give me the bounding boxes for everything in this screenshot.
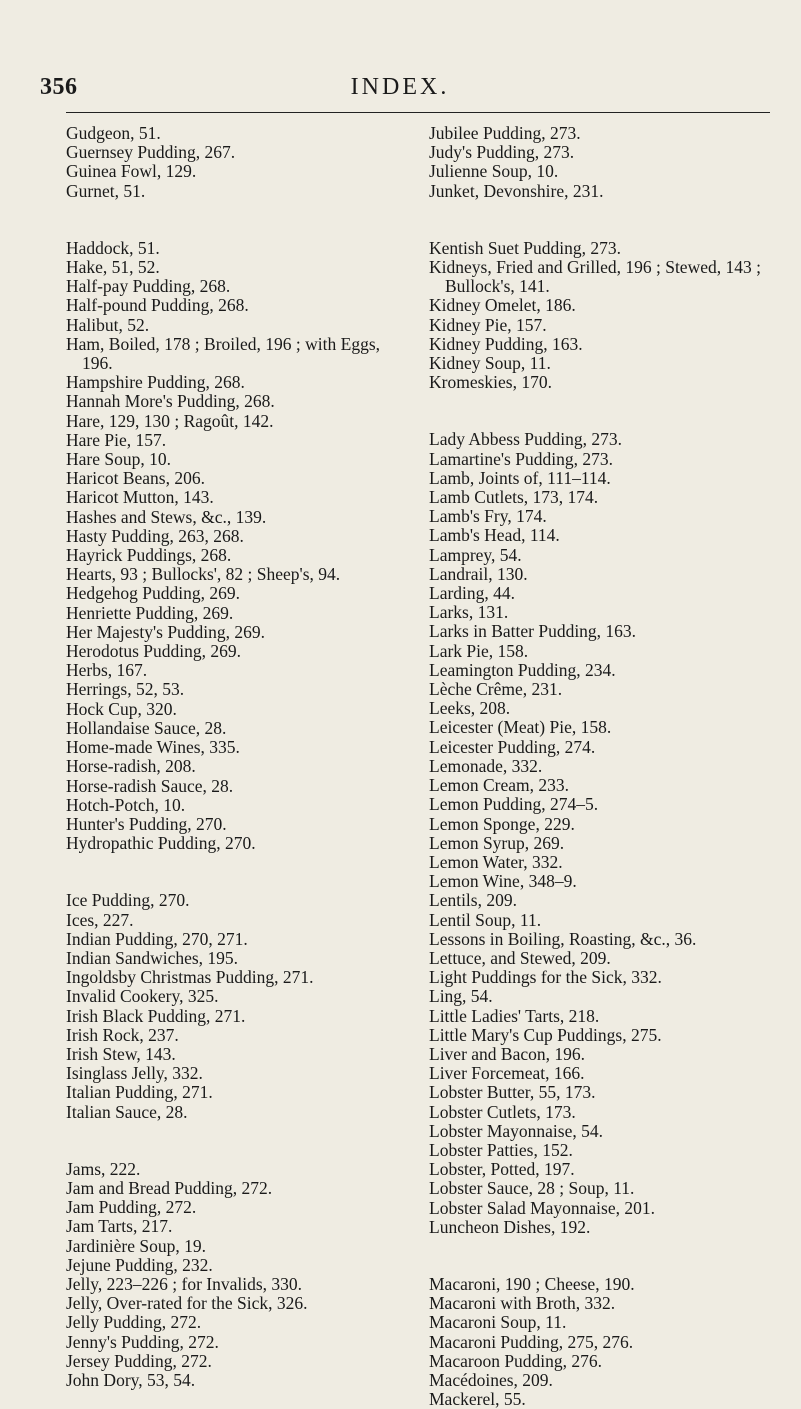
index-entry: Jam and Bread Pudding, 272. xyxy=(66,1177,273,1198)
index-entry: Hollandaise Sauce, 28. xyxy=(66,717,227,738)
index-entry: Leicester (Meat) Pie, 158. xyxy=(429,717,612,738)
section-gap xyxy=(66,1122,408,1160)
index-entry: Herrings, 52, 53. xyxy=(66,679,185,700)
section-gap xyxy=(429,1237,771,1275)
index-entry: Lamb's Fry, 174. xyxy=(429,506,547,527)
section-i xyxy=(66,891,408,1121)
index-entry: Hare Soup, 10. xyxy=(66,449,171,470)
section-h xyxy=(66,239,408,854)
index-entry: Indian Sandwiches, 195. xyxy=(66,947,239,968)
index-entry: Lemon Cream, 233. xyxy=(429,775,569,796)
index-entry: Judy's Pudding, 273. xyxy=(429,142,575,163)
index-entry: Hock Cup, 320. xyxy=(66,698,177,719)
index-entry: Macaroni, 190 ; Cheese, 190. xyxy=(429,1273,635,1294)
index-entry: Hotch-Potch, 10. xyxy=(66,794,186,815)
index-entry: Liver Forcemeat, 166. xyxy=(429,1063,585,1084)
index-entry: Irish Black Pudding, 271. xyxy=(66,1005,246,1026)
section-m xyxy=(429,1275,771,1409)
index-entry: Jam Pudding, 272. xyxy=(66,1197,197,1218)
index-entry: Lobster Patties, 152. xyxy=(429,1139,573,1160)
index-entry: Jam Tarts, 217. xyxy=(66,1216,173,1237)
index-entry: Lemon Water, 332. xyxy=(429,851,563,872)
index-entry: Horse-radish Sauce, 28. xyxy=(66,775,234,796)
index-entry: Hunter's Pudding, 270. xyxy=(66,813,227,834)
index-entry: Guernsey Pudding, 267. xyxy=(66,142,236,163)
index-entry: Jelly Pudding, 272. xyxy=(66,1312,202,1333)
index-entry: Jardinière Soup, 19. xyxy=(66,1235,206,1256)
index-entry: Jams, 222. xyxy=(66,1158,141,1179)
index-entry: Gurnet, 51. xyxy=(66,180,146,201)
index-entry: Larks, 131. xyxy=(429,602,509,623)
section-j xyxy=(429,124,771,201)
index-column-right xyxy=(429,124,771,1409)
index-entry: Invalid Cookery, 325. xyxy=(66,986,219,1007)
section-gap xyxy=(66,201,408,239)
index-entry: Hedgehog Pudding, 269. xyxy=(66,583,241,604)
index-entry: Jenny's Pudding, 272. xyxy=(66,1331,219,1352)
index-entry: Ices, 227. xyxy=(66,909,134,930)
index-entry: Lobster Sauce, 28 ; Soup, 11. xyxy=(429,1178,635,1199)
index-entry: Indian Pudding, 270, 271. xyxy=(66,928,248,949)
index-entry: Macaroon Pudding, 276. xyxy=(429,1350,603,1371)
index-entry: Horse-radish, 208. xyxy=(66,756,196,777)
page-header xyxy=(40,74,760,108)
index-entry: Hearts, 93 ; Bullocks', 82 ; Sheep's, 94. xyxy=(66,564,341,585)
index-entry: Hare, 129, 130 ; Ragoût, 142. xyxy=(66,410,274,431)
index-entry: Little Mary's Cup Puddings, 275. xyxy=(429,1024,662,1045)
index-entry: Lark Pie, 158. xyxy=(429,640,529,661)
index-entry: Lobster, Potted, 197. xyxy=(429,1159,575,1180)
page-title: INDEX. xyxy=(350,74,450,100)
index-column-left xyxy=(66,124,408,1390)
index-entry: Haricot Mutton, 143. xyxy=(66,487,214,508)
section-g xyxy=(66,124,408,201)
index-entry: Kentish Suet Pudding, 273. xyxy=(429,237,622,258)
header-rule xyxy=(66,112,770,113)
index-entry: Hampshire Pudding, 268. xyxy=(66,372,245,393)
index-entry: Lady Abbess Pudding, 273. xyxy=(429,429,622,450)
index-entry: Irish Rock, 237. xyxy=(66,1024,179,1045)
index-entry: Kidney Pudding, 163. xyxy=(429,333,583,354)
index-entry: Kidney Pie, 157. xyxy=(429,314,547,335)
index-entry: Half-pound Pudding, 268. xyxy=(66,295,249,316)
index-entry: Gudgeon, 51. xyxy=(66,123,161,143)
index-entry: Macaroni Soup, 11. xyxy=(429,1312,567,1333)
index-entry: Leicester Pudding, 274. xyxy=(429,736,596,757)
index-entry: Light Puddings for the Sick, 332. xyxy=(429,967,662,988)
index-entry: Kidney Soup, 11. xyxy=(429,353,551,374)
section-l xyxy=(429,430,771,1237)
index-entry: John Dory, 53, 54. xyxy=(66,1369,196,1390)
index-entry: Hake, 51, 52. xyxy=(66,257,160,278)
section-k xyxy=(429,239,771,393)
index-entry: Ingoldsby Christmas Pudding, 271. xyxy=(66,967,314,988)
index-entry: Jelly, 223–226 ; for Invalids, 330. xyxy=(66,1273,303,1294)
index-entry: Ling, 54. xyxy=(429,986,493,1007)
index-entry: Luncheon Dishes, 192. xyxy=(429,1216,591,1237)
index-entry: Larding, 44. xyxy=(429,583,516,604)
index-entry: Macaroni Pudding, 275, 276. xyxy=(429,1331,634,1352)
index-entry: Lèche Crême, 231. xyxy=(429,679,563,700)
index-entry: Leeks, 208. xyxy=(429,698,511,719)
index-entry: Larks in Batter Pudding, 163. xyxy=(429,621,637,642)
index-entry: Lobster Salad Mayonnaise, 201. xyxy=(429,1197,655,1218)
index-entry: Herbs, 167. xyxy=(66,660,148,681)
section-gap xyxy=(429,392,771,430)
index-entry: Macaroni with Broth, 332. xyxy=(429,1293,616,1314)
section-gap xyxy=(429,201,771,239)
index-entry: Little Ladies' Tarts, 218. xyxy=(429,1005,600,1026)
index-entry: Irish Stew, 143. xyxy=(66,1043,176,1064)
index-entry: Lettuce, and Stewed, 209. xyxy=(429,947,611,968)
section-gap xyxy=(66,853,408,891)
index-entry: Half-pay Pudding, 268. xyxy=(66,276,231,297)
index-entry: Lobster Cutlets, 173. xyxy=(429,1101,576,1122)
page-number: 356 xyxy=(40,74,78,100)
index-entry: Junket, Devonshire, 231. xyxy=(429,180,604,201)
section-j xyxy=(66,1160,408,1390)
index-entry: Lamartine's Pudding, 273. xyxy=(429,448,613,469)
index-entry: Hayrick Puddings, 268. xyxy=(66,545,232,566)
index-entry: Henriette Pudding, 269. xyxy=(66,602,234,623)
index-entry: Hare Pie, 157. xyxy=(66,429,167,450)
index-entry: Isinglass Jelly, 332. xyxy=(66,1063,203,1084)
index-entry: Haddock, 51. xyxy=(66,237,160,258)
index-entry: Jelly, Over-rated for the Sick, 326. xyxy=(66,1293,308,1314)
index-entry: Julienne Soup, 10. xyxy=(429,161,559,182)
index-entry: Liver and Bacon, 196. xyxy=(429,1043,585,1064)
index-entry: Kidney Omelet, 186. xyxy=(429,295,576,316)
index-entry: Lemonade, 332. xyxy=(429,755,543,776)
index-entry: Lobster Mayonnaise, 54. xyxy=(429,1120,603,1141)
index-entry: Herodotus Pudding, 269. xyxy=(66,641,241,662)
index-entry: Italian Sauce, 28. xyxy=(66,1101,188,1122)
index-entry: Ice Pudding, 270. xyxy=(66,890,190,911)
index-entry: Lemon Syrup, 269. xyxy=(429,832,565,853)
index-entry: Leamington Pudding, 234. xyxy=(429,659,616,680)
index-entry: Hydropathic Pudding, 270. xyxy=(66,833,256,854)
index-entry: Jejune Pudding, 232. xyxy=(66,1254,213,1275)
index-entry: Kidneys, Fried and Grilled, 196 ; Stewed, 143 ; Bullock's, 141. xyxy=(429,257,761,297)
index-entry: Landrail, 130. xyxy=(429,563,528,584)
index-entry: Lamprey, 54. xyxy=(429,544,522,565)
index-entry: Halibut, 52. xyxy=(66,314,150,335)
index-entry: Haricot Beans, 206. xyxy=(66,468,205,489)
index-entry: Italian Pudding, 271. xyxy=(66,1082,213,1103)
index-entry: Lamb's Head, 114. xyxy=(429,525,560,546)
index-entry: Lamb Cutlets, 173, 174. xyxy=(429,487,599,508)
index-entry: Lemon Sponge, 229. xyxy=(429,813,575,834)
index-entry: Jubilee Pudding, 273. xyxy=(429,123,581,143)
index-entry: Hasty Pudding, 263, 268. xyxy=(66,525,244,546)
index-entry: Home-made Wines, 335. xyxy=(66,737,240,758)
index-entry: Lemon Wine, 348–9. xyxy=(429,871,577,892)
index-entry: Kromeskies, 170. xyxy=(429,372,552,393)
index-entry: Lentil Soup, 11. xyxy=(429,909,542,930)
index-entry: Hannah More's Pudding, 268. xyxy=(66,391,275,412)
index-entry: Ham, Boiled, 178 ; Broiled, 196 ; with Eggs, 196. xyxy=(66,333,381,374)
index-entry: Mackerel, 55. xyxy=(429,1389,526,1409)
index-entry: Lobster Butter, 55, 173. xyxy=(429,1082,596,1103)
index-entry: Lessons in Boiling, Roasting, &c., 36. xyxy=(429,928,697,949)
index-entry: Her Majesty's Pudding, 269. xyxy=(66,621,266,642)
index-entry: Jersey Pudding, 272. xyxy=(66,1350,212,1371)
index-entry: Guinea Fowl, 129. xyxy=(66,161,197,182)
index-entry: Lemon Pudding, 274–5. xyxy=(429,794,599,815)
index-entry: Hashes and Stews, &c., 139. xyxy=(66,506,267,527)
index-entry: Lentils, 209. xyxy=(429,890,517,911)
index-entry: Lamb, Joints of, 111–114. xyxy=(429,467,611,488)
index-entry: Macédoines, 209. xyxy=(429,1369,553,1390)
